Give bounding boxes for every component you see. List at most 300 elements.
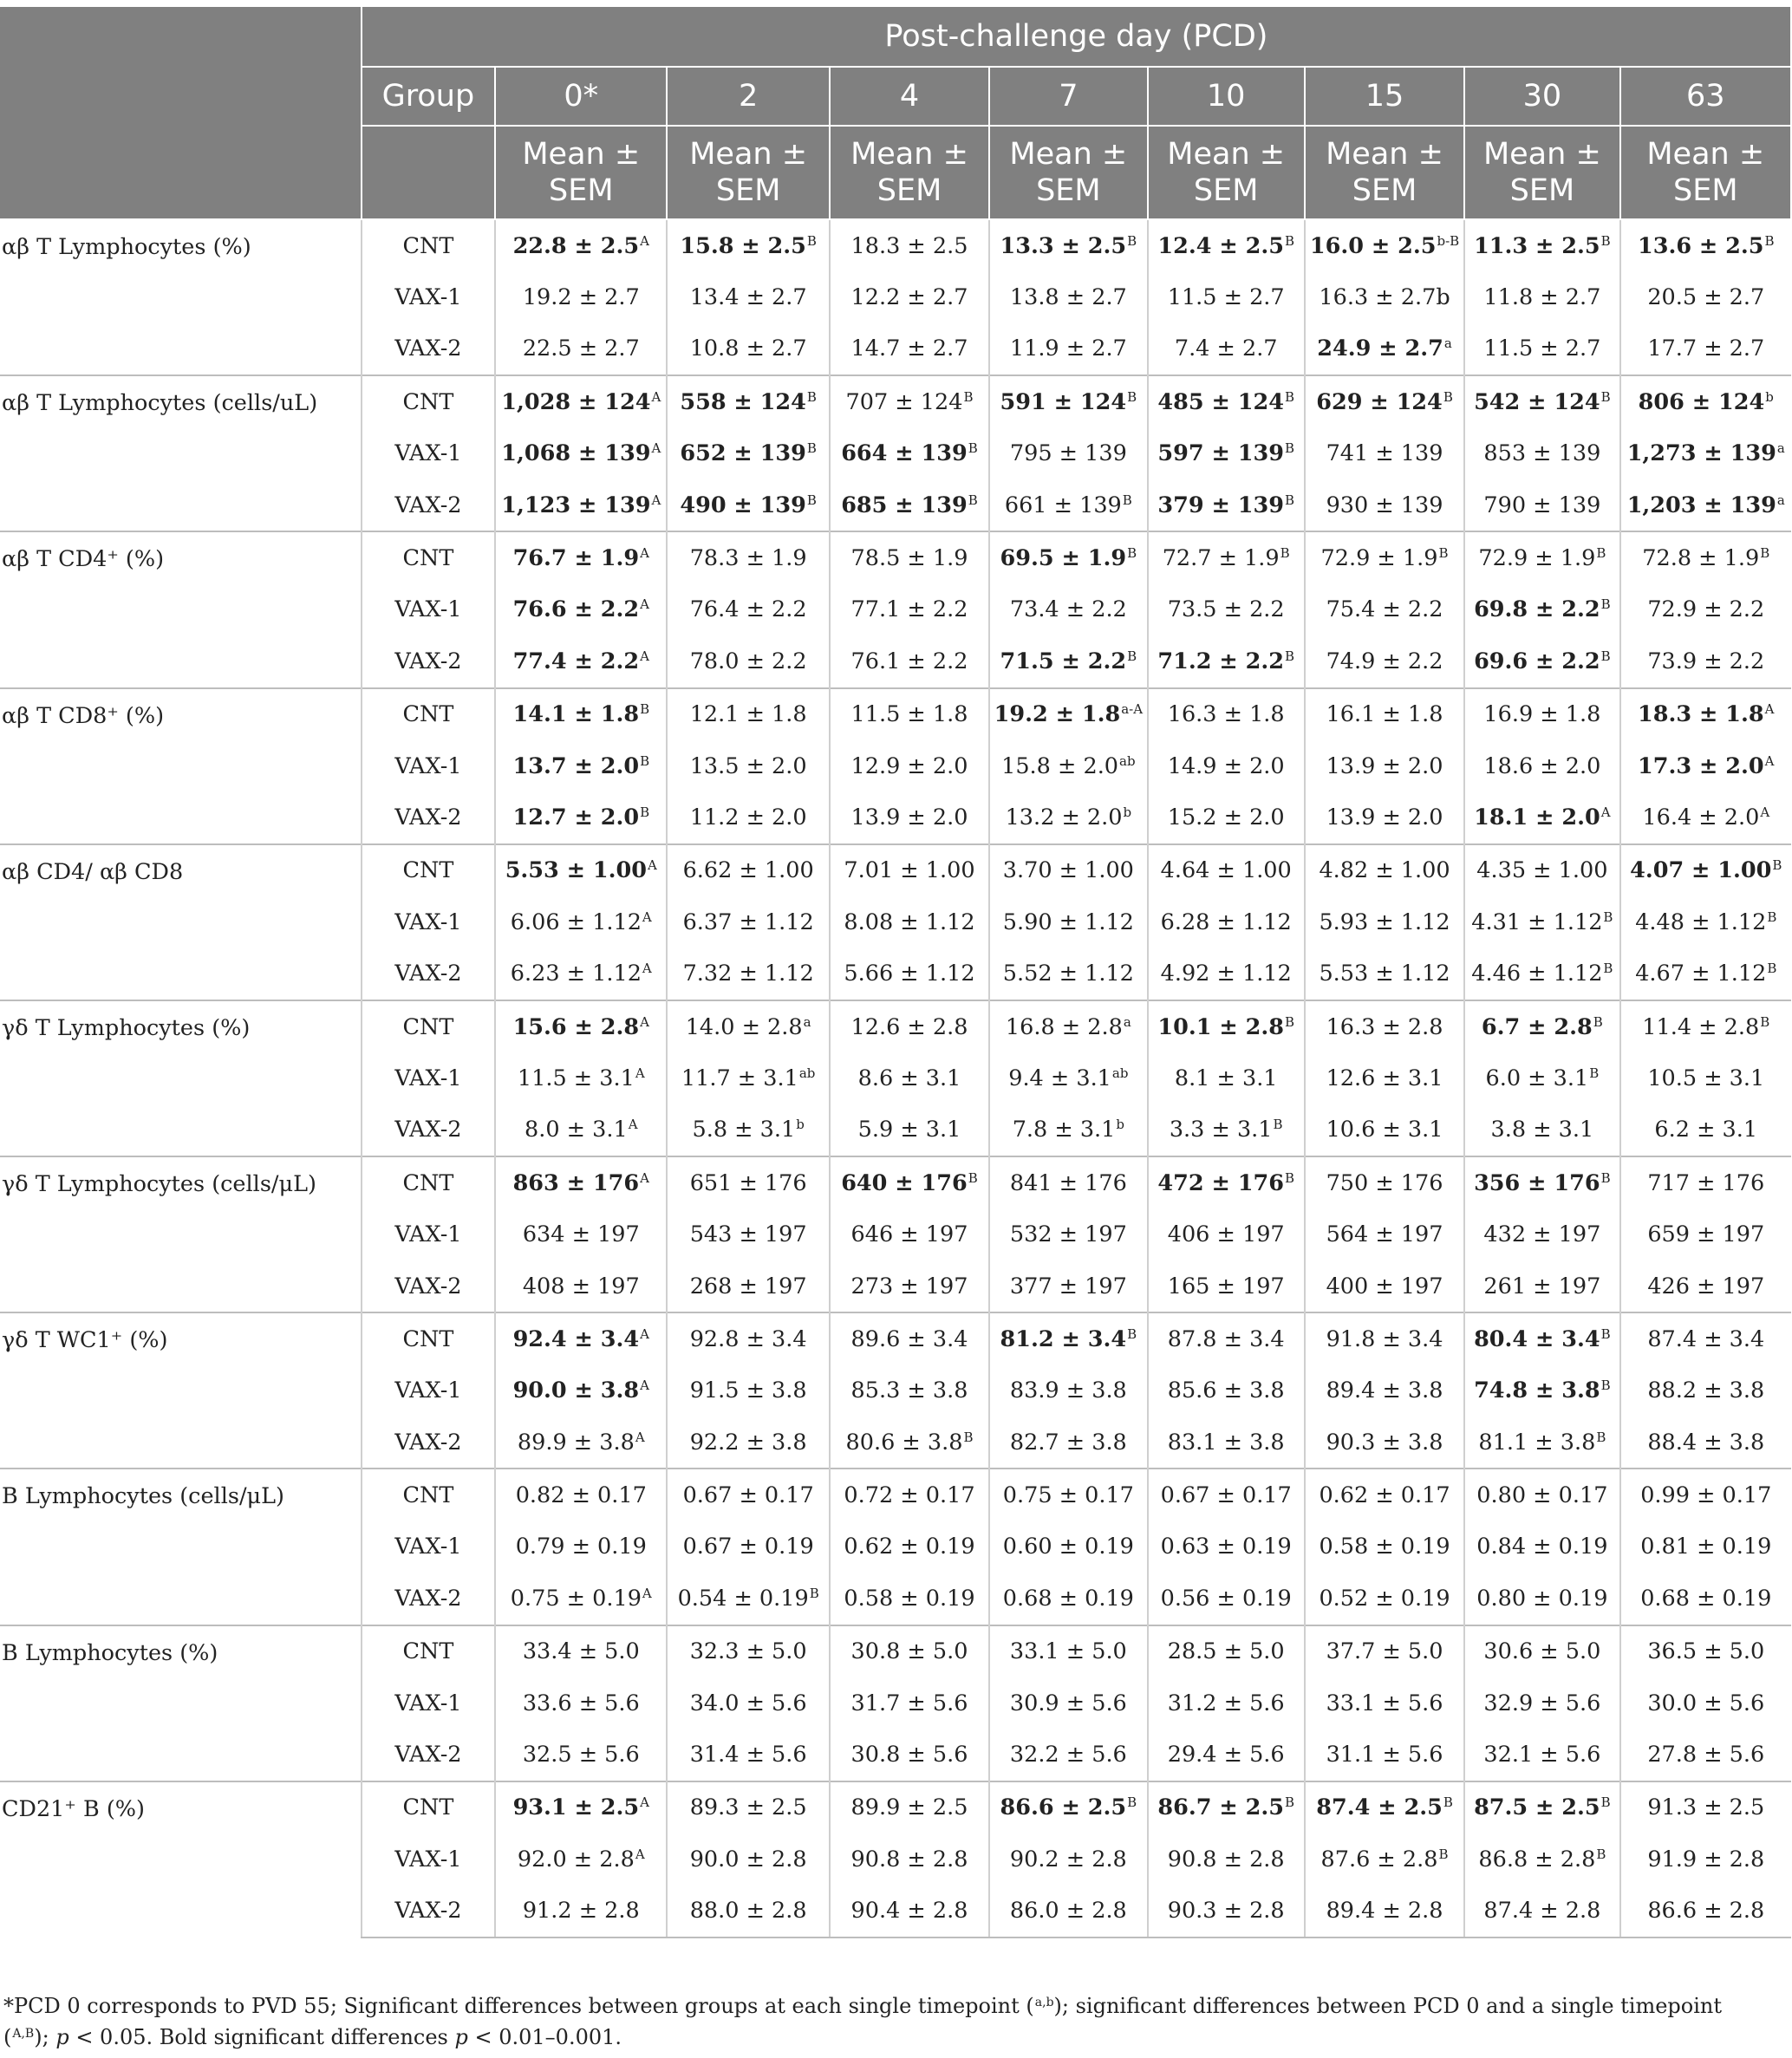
variable-label xyxy=(0,375,362,531)
value-text: 841 ± 176 xyxy=(1009,1169,1127,1196)
significance-superscript: A xyxy=(640,1169,649,1186)
value-cell xyxy=(495,896,667,948)
value-text: 9.4 ± 3.1 xyxy=(1008,1065,1111,1091)
value-cell xyxy=(1148,688,1305,740)
value-text: 81.1 ± 3.8 xyxy=(1478,1429,1596,1456)
significance-superscript: B xyxy=(1600,232,1611,249)
header-day-1: 2 xyxy=(667,67,829,126)
significance-superscript: B xyxy=(1764,232,1775,249)
value-cell xyxy=(1620,1417,1791,1469)
value-text: 8.08 ± 1.12 xyxy=(844,909,975,935)
value-cell xyxy=(1464,1312,1619,1364)
value-text: 13.9 ± 2.0 xyxy=(850,804,968,830)
value-cell xyxy=(989,1781,1147,1833)
significance-superscript: B xyxy=(1600,596,1611,613)
value-cell xyxy=(495,1729,667,1781)
significance-superscript: B xyxy=(1589,1065,1600,1081)
value-cell xyxy=(667,1833,829,1885)
value-cell xyxy=(830,1677,989,1729)
value-text: 0.54 ± 0.19 xyxy=(677,1585,809,1612)
value-cell xyxy=(1148,791,1305,843)
significance-superscript: A xyxy=(642,1585,652,1601)
table-row xyxy=(0,531,1791,583)
significance-superscript: B xyxy=(1127,232,1137,249)
value-text: 3.8 ± 3.1 xyxy=(1490,1117,1594,1143)
value-cell xyxy=(1305,1000,1464,1052)
value-cell xyxy=(830,1208,989,1260)
value-cell xyxy=(1620,635,1791,687)
significance-superscript: A xyxy=(640,1794,649,1811)
table-row xyxy=(0,1156,1791,1208)
value-cell xyxy=(1464,740,1619,791)
value-cell xyxy=(1305,1677,1464,1729)
value-text: 27.8 ± 5.6 xyxy=(1647,1742,1765,1768)
value-text: 564 ± 197 xyxy=(1326,1221,1443,1248)
value-text: 13.9 ± 2.0 xyxy=(1326,752,1443,779)
significance-superscript: B xyxy=(806,388,817,405)
value-cell xyxy=(1620,1729,1791,1781)
variable-label xyxy=(0,219,362,375)
value-text: 13.8 ± 2.7 xyxy=(1009,284,1127,311)
value-text: 37.7 ± 5.0 xyxy=(1326,1638,1443,1665)
value-text: 29.4 ± 5.6 xyxy=(1167,1742,1285,1768)
value-cell xyxy=(1620,323,1791,375)
value-cell xyxy=(1305,791,1464,843)
value-text: 6.2 ± 3.1 xyxy=(1654,1117,1758,1143)
group-label: VAX-1 xyxy=(362,896,495,948)
value-text: 485 ± 124 xyxy=(1157,388,1284,415)
variable-label xyxy=(0,1312,362,1469)
variable-label-text: αβ T Lymphocytes (cells/uL) xyxy=(2,390,318,417)
value-text: 74.9 ± 2.2 xyxy=(1326,648,1443,674)
significance-superscript: A xyxy=(1600,804,1611,820)
value-text: 1,068 ± 139 xyxy=(501,440,651,467)
value-text: 90.4 ± 2.8 xyxy=(850,1898,968,1924)
value-cell xyxy=(1148,1573,1305,1625)
value-cell xyxy=(1464,1000,1619,1052)
footnote-p2: p xyxy=(454,2025,468,2049)
value-cell xyxy=(830,791,989,843)
value-text: 28.5 ± 5.0 xyxy=(1167,1638,1285,1665)
group-label: VAX-1 xyxy=(362,271,495,322)
value-cell xyxy=(989,1000,1147,1052)
value-text: 11.4 ± 2.8 xyxy=(1642,1013,1760,1040)
value-text: 12.6 ± 3.1 xyxy=(1326,1065,1443,1091)
header-group: Group xyxy=(362,67,495,126)
value-text: 558 ± 124 xyxy=(680,388,806,415)
significance-superscript: B xyxy=(1760,1013,1770,1030)
value-text: 646 ± 197 xyxy=(850,1221,968,1248)
significance-superscript: ab xyxy=(1111,1065,1129,1081)
value-cell xyxy=(1305,1208,1464,1260)
value-text: 32.3 ± 5.0 xyxy=(689,1638,807,1665)
value-text: 75.4 ± 2.2 xyxy=(1326,596,1443,623)
value-cell xyxy=(667,1573,829,1625)
value-text: 69.5 ± 1.9 xyxy=(1000,545,1127,572)
value-text: 7.32 ± 1.12 xyxy=(682,961,814,987)
value-text: 379 ± 139 xyxy=(1157,492,1284,518)
value-text: 90.8 ± 2.8 xyxy=(1167,1846,1285,1872)
value-text: 542 ± 124 xyxy=(1474,388,1600,415)
header-stat-7: Mean ± SEM xyxy=(1620,126,1791,219)
value-cell xyxy=(1464,896,1619,948)
header-stat-3: Mean ± SEM xyxy=(989,126,1147,219)
significance-superscript: b xyxy=(1116,1117,1124,1133)
value-text: 91.8 ± 3.4 xyxy=(1326,1325,1443,1352)
significance-superscript: B xyxy=(1438,545,1449,562)
value-cell xyxy=(989,740,1147,791)
value-text: 86.6 ± 2.8 xyxy=(1647,1898,1765,1924)
value-cell xyxy=(1305,1104,1464,1156)
header-stat-6: Mean ± SEM xyxy=(1464,126,1619,219)
value-cell xyxy=(1305,1521,1464,1573)
significance-superscript: B xyxy=(1596,1846,1606,1862)
value-cell xyxy=(1464,323,1619,375)
significance-superscript: B xyxy=(1600,388,1611,405)
value-text: 432 ± 197 xyxy=(1483,1221,1601,1248)
value-text: 90.0 ± 3.8 xyxy=(512,1377,640,1404)
value-text: 634 ± 197 xyxy=(522,1221,640,1248)
value-text: 89.9 ± 3.8 xyxy=(517,1429,635,1456)
value-cell xyxy=(495,1208,667,1260)
value-text: 78.3 ± 1.9 xyxy=(689,545,807,572)
variable-label xyxy=(0,1781,362,1938)
value-cell xyxy=(495,1260,667,1312)
value-text: 76.4 ± 2.2 xyxy=(689,596,807,623)
value-cell xyxy=(1620,1625,1791,1677)
value-cell xyxy=(495,1885,667,1938)
value-cell xyxy=(667,1677,829,1729)
value-text: 87.4 ± 2.8 xyxy=(1483,1898,1601,1924)
value-text: 16.3 ± 2.7b xyxy=(1319,284,1450,311)
group-label: VAX-2 xyxy=(362,479,495,531)
value-cell xyxy=(989,584,1147,635)
value-text: 4.35 ± 1.00 xyxy=(1476,857,1608,884)
value-text: 11.9 ± 2.7 xyxy=(1009,335,1127,362)
value-cell xyxy=(830,1312,989,1364)
significance-superscript: ab xyxy=(798,1065,816,1081)
value-cell xyxy=(830,948,989,1000)
value-text: 76.6 ± 2.2 xyxy=(512,596,640,623)
significance-superscript: B xyxy=(640,752,650,769)
value-cell xyxy=(1148,896,1305,948)
value-text: 10.5 ± 3.1 xyxy=(1647,1065,1765,1091)
value-text: 90.8 ± 2.8 xyxy=(850,1846,968,1872)
value-cell xyxy=(1620,1312,1791,1364)
value-text: 86.6 ± 2.5 xyxy=(1000,1794,1127,1821)
value-text: 92.8 ± 3.4 xyxy=(689,1325,807,1352)
significance-superscript: A xyxy=(635,1429,645,1445)
value-cell xyxy=(667,1312,829,1364)
value-cell xyxy=(667,219,829,271)
value-cell xyxy=(1148,844,1305,896)
group-label: VAX-1 xyxy=(362,740,495,791)
value-cell xyxy=(989,1573,1147,1625)
value-cell xyxy=(989,635,1147,687)
value-cell xyxy=(1464,219,1619,271)
value-text: 72.9 ± 1.9 xyxy=(1320,545,1438,572)
value-text: 32.1 ± 5.6 xyxy=(1483,1742,1601,1768)
value-cell xyxy=(1305,1312,1464,1364)
value-cell xyxy=(830,688,989,740)
variable-label-text: γδ T Lymphocytes (%) xyxy=(2,1014,251,1041)
group-label: CNT xyxy=(362,1156,495,1208)
value-cell xyxy=(1305,1052,1464,1104)
value-cell xyxy=(1620,531,1791,583)
header-day-4: 10 xyxy=(1148,67,1305,126)
value-cell xyxy=(1620,375,1791,427)
value-cell xyxy=(989,1312,1147,1364)
value-cell xyxy=(495,1417,667,1469)
value-cell xyxy=(495,1312,667,1364)
footnote-p: p xyxy=(55,2025,69,2049)
significance-superscript: A xyxy=(628,1117,638,1133)
value-text: 13.5 ± 2.0 xyxy=(689,752,807,779)
group-label: VAX-1 xyxy=(362,1365,495,1417)
value-text: 16.4 ± 2.0 xyxy=(1642,804,1760,830)
significance-superscript: B xyxy=(1438,1846,1449,1862)
value-cell xyxy=(989,1677,1147,1729)
significance-superscript: B xyxy=(1127,545,1137,562)
value-cell xyxy=(989,896,1147,948)
value-text: 89.3 ± 2.5 xyxy=(689,1794,807,1821)
value-text: 0.79 ± 0.19 xyxy=(515,1534,647,1560)
header-stat-4: Mean ± SEM xyxy=(1148,126,1305,219)
value-cell xyxy=(989,1521,1147,1573)
group-label: VAX-2 xyxy=(362,1885,495,1938)
header-day-2: 4 xyxy=(830,67,989,126)
value-text: 87.8 ± 3.4 xyxy=(1167,1325,1285,1352)
value-cell xyxy=(830,375,989,427)
significance-superscript: B xyxy=(1127,648,1137,664)
value-cell xyxy=(1148,1469,1305,1521)
value-cell xyxy=(667,1885,829,1938)
value-text: 87.4 ± 3.4 xyxy=(1647,1325,1765,1352)
value-cell xyxy=(495,479,667,531)
value-text: 795 ± 139 xyxy=(1009,440,1127,467)
header-stat-2: Mean ± SEM xyxy=(830,126,989,219)
significance-superscript: B xyxy=(1127,388,1137,405)
value-text: 0.81 ± 0.19 xyxy=(1640,1534,1772,1560)
value-text: 4.31 ± 1.12 xyxy=(1471,909,1603,935)
value-cell xyxy=(989,1156,1147,1208)
value-cell xyxy=(667,428,829,479)
value-cell xyxy=(495,1469,667,1521)
value-text: 0.62 ± 0.19 xyxy=(844,1534,975,1560)
significance-superscript: A xyxy=(642,909,652,925)
value-cell xyxy=(667,1052,829,1104)
value-cell xyxy=(830,271,989,322)
value-text: 12.7 ± 2.0 xyxy=(512,804,640,830)
value-cell xyxy=(1305,1625,1464,1677)
significance-superscript: B xyxy=(640,804,650,820)
value-cell xyxy=(667,584,829,635)
value-text: 24.9 ± 2.7 xyxy=(1317,335,1443,362)
value-cell xyxy=(1305,271,1464,322)
value-text: 12.9 ± 2.0 xyxy=(850,752,968,779)
value-cell xyxy=(1464,948,1619,1000)
value-cell xyxy=(830,1156,989,1208)
value-cell xyxy=(1148,1000,1305,1052)
value-text: 12.4 ± 2.5 xyxy=(1157,232,1284,259)
variable-label-text: αβ CD4/ αβ CD8 xyxy=(2,858,184,885)
value-text: 472 ± 176 xyxy=(1157,1169,1284,1196)
group-label: VAX-2 xyxy=(362,948,495,1000)
group-label: VAX-2 xyxy=(362,1104,495,1156)
value-cell xyxy=(989,1104,1147,1156)
value-cell xyxy=(1305,428,1464,479)
value-cell xyxy=(830,1885,989,1938)
value-text: 31.7 ± 5.6 xyxy=(850,1690,968,1716)
value-text: 32.5 ± 5.6 xyxy=(522,1742,640,1768)
significance-superscript: B xyxy=(1127,1794,1137,1811)
group-label: CNT xyxy=(362,219,495,271)
value-cell xyxy=(830,1417,989,1469)
group-label: CNT xyxy=(362,1000,495,1052)
value-cell xyxy=(989,1260,1147,1312)
value-cell xyxy=(1148,1104,1305,1156)
value-cell xyxy=(1148,375,1305,427)
value-cell xyxy=(667,1000,829,1052)
value-text: 12.6 ± 2.8 xyxy=(850,1013,968,1040)
value-cell xyxy=(1305,1885,1464,1938)
significance-superscript: B xyxy=(963,1429,974,1445)
value-cell xyxy=(1305,1781,1464,1833)
value-text: 6.7 ± 2.8 xyxy=(1481,1013,1593,1040)
value-text: 790 ± 139 xyxy=(1483,492,1601,518)
value-text: 4.67 ± 1.12 xyxy=(1635,961,1767,987)
value-text: 4.46 ± 1.12 xyxy=(1471,961,1603,987)
significance-superscript: B xyxy=(1127,1325,1137,1342)
value-text: 20.5 ± 2.7 xyxy=(1647,284,1765,311)
value-text: 0.80 ± 0.17 xyxy=(1476,1482,1608,1509)
value-text: 4.07 ± 1.00 xyxy=(1630,857,1772,884)
value-text: 92.2 ± 3.8 xyxy=(689,1429,807,1456)
value-cell xyxy=(1464,1469,1619,1521)
value-text: 85.6 ± 3.8 xyxy=(1167,1377,1285,1404)
group-label: CNT xyxy=(362,531,495,583)
significance-superscript: B xyxy=(968,492,978,508)
group-label: VAX-2 xyxy=(362,1729,495,1781)
value-cell xyxy=(1148,479,1305,531)
value-text: 18.6 ± 2.0 xyxy=(1483,752,1601,779)
value-cell xyxy=(667,531,829,583)
value-text: 5.52 ± 1.12 xyxy=(1002,961,1134,987)
header-day-3: 7 xyxy=(989,67,1147,126)
value-text: 85.3 ± 3.8 xyxy=(850,1377,968,1404)
value-cell xyxy=(667,1469,829,1521)
significance-superscript: B xyxy=(640,701,650,718)
value-cell xyxy=(1148,271,1305,322)
value-text: 91.2 ± 2.8 xyxy=(522,1898,640,1924)
value-text: 16.3 ± 2.8 xyxy=(1326,1013,1443,1040)
significance-superscript: a xyxy=(1123,1013,1131,1030)
value-text: 543 ± 197 xyxy=(689,1221,807,1248)
value-text: 6.28 ± 1.12 xyxy=(1160,909,1292,935)
value-cell xyxy=(667,1729,829,1781)
value-text: 10.6 ± 3.1 xyxy=(1326,1117,1443,1143)
value-text: 19.2 ± 1.8 xyxy=(994,701,1121,728)
value-cell xyxy=(667,740,829,791)
value-text: 30.8 ± 5.6 xyxy=(850,1742,968,1768)
value-cell xyxy=(495,323,667,375)
value-text: 92.4 ± 3.4 xyxy=(512,1325,640,1352)
group-label: VAX-1 xyxy=(362,1677,495,1729)
value-text: 5.53 ± 1.12 xyxy=(1319,961,1450,987)
value-text: 22.5 ± 2.7 xyxy=(522,335,640,362)
value-cell xyxy=(667,1521,829,1573)
value-cell xyxy=(495,375,667,427)
significance-superscript: b xyxy=(1765,388,1774,405)
value-cell xyxy=(1620,791,1791,843)
value-cell xyxy=(1464,479,1619,531)
value-cell xyxy=(667,688,829,740)
value-text: 73.5 ± 2.2 xyxy=(1167,596,1285,623)
value-text: 0.52 ± 0.19 xyxy=(1319,1585,1450,1612)
value-text: 16.8 ± 2.8 xyxy=(1005,1013,1123,1040)
value-text: 400 ± 197 xyxy=(1326,1273,1443,1299)
value-cell xyxy=(1464,271,1619,322)
value-cell xyxy=(495,1625,667,1677)
value-cell xyxy=(1305,635,1464,687)
value-cell xyxy=(495,271,667,322)
significance-superscript: A xyxy=(640,648,649,664)
value-cell xyxy=(1148,219,1305,271)
value-cell xyxy=(1464,584,1619,635)
significance-superscript: A xyxy=(651,388,661,405)
header-day-0: 0* xyxy=(495,67,667,126)
significance-superscript: B xyxy=(1284,1013,1294,1030)
value-text: 5.53 ± 1.00 xyxy=(505,857,648,884)
value-text: 0.75 ± 0.17 xyxy=(1002,1482,1134,1509)
value-text: 72.9 ± 1.9 xyxy=(1478,545,1596,572)
table-body xyxy=(0,219,1791,1938)
value-cell xyxy=(989,688,1147,740)
group-label: VAX-1 xyxy=(362,584,495,635)
value-cell xyxy=(1148,1156,1305,1208)
significance-superscript: B xyxy=(1443,1794,1453,1811)
value-text: 19.2 ± 2.7 xyxy=(522,284,640,311)
value-text: 89.6 ± 3.4 xyxy=(850,1325,968,1352)
significance-superscript: A xyxy=(1760,804,1770,820)
significance-superscript: B xyxy=(1603,961,1613,977)
value-cell xyxy=(830,844,989,896)
value-text: 652 ± 139 xyxy=(680,440,806,467)
value-cell xyxy=(989,375,1147,427)
value-cell xyxy=(1464,1573,1619,1625)
value-text: 14.0 ± 2.8 xyxy=(685,1013,803,1040)
variable-label-text: αβ T CD4⁺ (%) xyxy=(2,546,165,573)
value-text: 14.1 ± 1.8 xyxy=(512,701,640,728)
value-cell xyxy=(1148,1417,1305,1469)
value-cell xyxy=(1464,1417,1619,1469)
value-text: 13.7 ± 2.0 xyxy=(512,752,640,779)
value-cell xyxy=(830,1729,989,1781)
value-cell xyxy=(989,479,1147,531)
value-cell xyxy=(1305,1365,1464,1417)
value-cell xyxy=(1305,740,1464,791)
significance-superscript: B xyxy=(1284,492,1294,508)
value-text: 87.6 ± 2.8 xyxy=(1320,1846,1438,1872)
value-cell xyxy=(495,1833,667,1885)
table-row xyxy=(0,1312,1791,1364)
value-cell xyxy=(1464,375,1619,427)
value-text: 4.48 ± 1.12 xyxy=(1635,909,1767,935)
footnote-part5: < 0.01–0.001. xyxy=(467,2025,622,2049)
value-cell xyxy=(495,1365,667,1417)
significance-superscript: B xyxy=(1603,909,1613,925)
significance-superscript: B xyxy=(1284,1169,1294,1186)
